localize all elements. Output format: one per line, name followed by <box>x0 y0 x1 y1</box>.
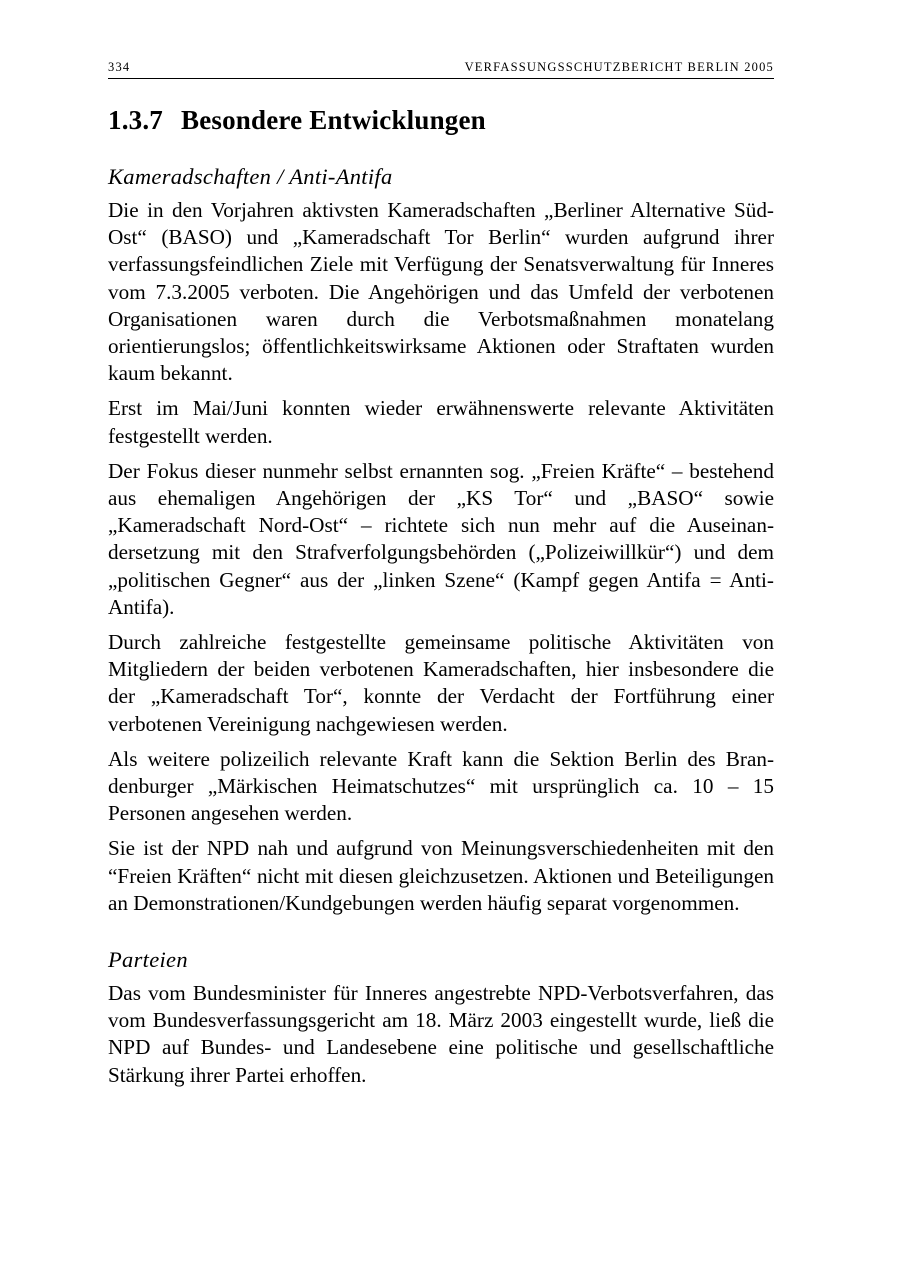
running-title: VERFASSUNGSSCHUTZBERICHT BERLIN 2005 <box>464 60 774 74</box>
subheading-kameradschaften: Kameradschaften / Anti-Antifa <box>108 164 393 189</box>
paragraph: Durch zahlreiche festgestellte gemeinsame politische Aktivitäten von Mitgliedern der beiden verbotenen Kameradschaften, hier insbesondere die der „Kameradschaft Tor“, konnte der Verdacht der Fortführung einer verbotenen Vereinigung nachgewiesen werden. <box>108 630 774 736</box>
section-heading <box>108 105 774 136</box>
section-number: 1.3.7 <box>108 105 163 135</box>
paragraph: Als weitere polizeilich relevante Kraft kann die Sektion Berlin des Brandenburger „Märkischen Heimatschutzes“ mit ursprünglich ca. 10 – 15 Personen angesehen werden. <box>108 746 774 826</box>
paragraph: Der Fokus dieser nunmehr selbst ernannten sog. „Freien Kräfte“ – bestehend aus ehemaligen Angehörigen der „KS Tor“ und „BASO“ sowie „Kameradschaft Nord-Ost“ – richtete sich nun mehr auf die Auseinandersetzung mit den Strafverfolgungsbehörden („Polizeiwillkür“) und dem „politischen Gegner“ aus der „linken Szene“ (Kampf gegen Antifa = Anti-Antifa). <box>108 458 774 619</box>
running-header <box>108 60 774 79</box>
page-number: 334 <box>108 60 131 74</box>
paragraph: Erst im Mai/Juni konnten wieder erwähnenswerte relevante Aktivitäten festgestellt werden. <box>108 396 774 448</box>
section-title: Besondere Entwicklungen <box>181 105 486 135</box>
paragraph: Sie ist der NPD nah und aufgrund von Meinungsverschiedenheiten mit den “Freien Kräften“ nicht mit diesen gleichzusetzen. Aktionen und Beteiligungen an Demonstrationen/Kundgebungen werden häufig separat vorgenommen. <box>108 836 774 915</box>
paragraph: Die in den Vorjahren aktivsten Kameradschaften „Berliner Alternative Süd-Ost“ (BASO) und „Kameradschaft Tor Berlin“ wurden aufgrund ihrer verfassungsfeindlichen Ziele mit Verfügung der Senatsverwaltung für Inneres vom 7.3.2005 verboten. Die Angehörigen und das Umfeld der verbotenen Organisationen waren durch die Verbotsmaßnahmen monatelang orientierungslos; öffentlichkeitswirksame Aktionen oder Straftaten wurden kaum bekannt. <box>108 198 774 386</box>
subheading-parteien: Parteien <box>108 947 188 973</box>
document-page <box>108 60 774 1089</box>
paragraph: Das vom Bundesminister für Inneres angestrebte NPD-Verbotsverfahren, das vom Bundesverfassungsgericht am 18. März 2003 eingestellt wurde, ließ die NPD auf Bundes- und Landesebene eine politische und gesellschaftliche Stärkung ihrer Partei erhoffen. <box>108 981 774 1087</box>
